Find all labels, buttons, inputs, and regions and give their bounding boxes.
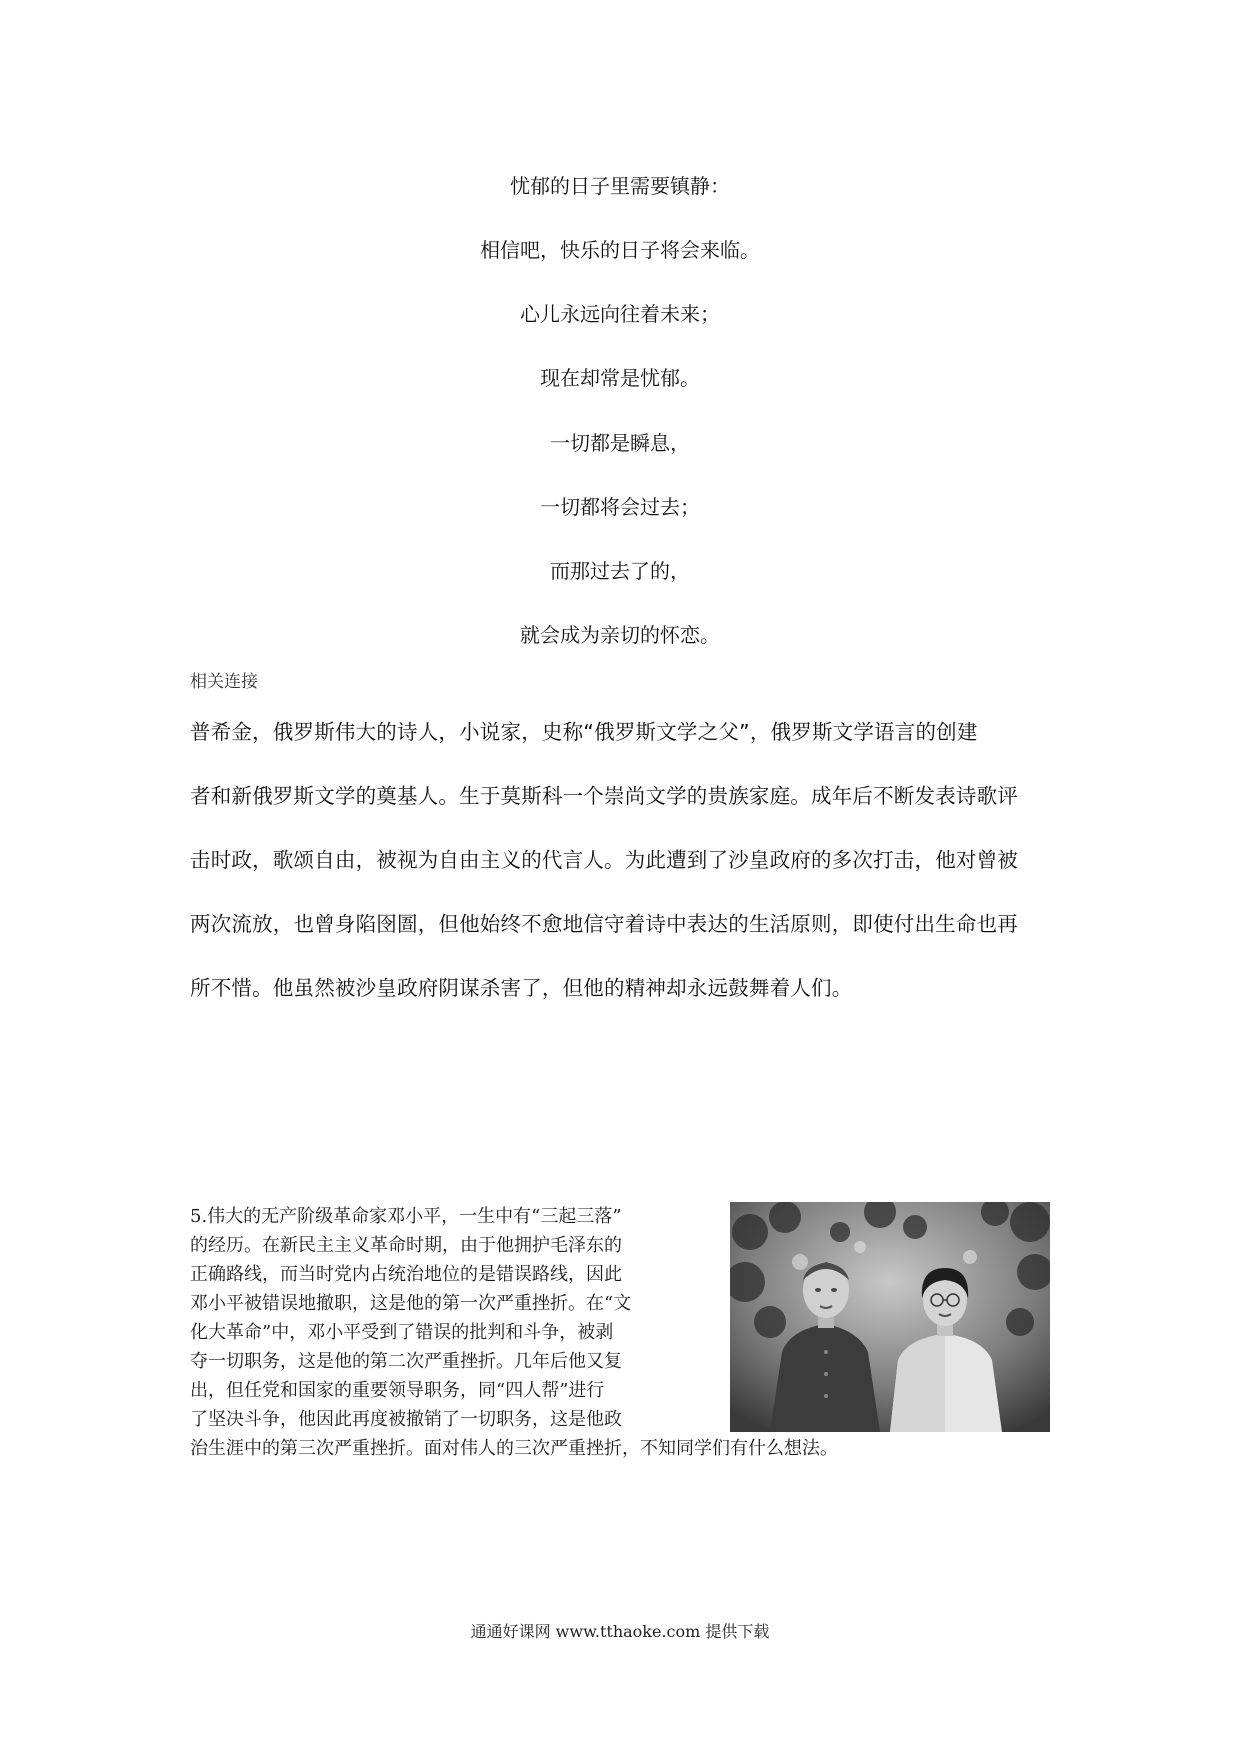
paragraph-line: 普希金，俄罗斯伟大的诗人，小说家，史称“俄罗斯文学之父”，俄罗斯文学语言的创建 [190, 720, 978, 744]
paragraph-line: 所不惜。他虽然被沙皇政府阴谋杀害了，但他的精神却永远鼓舞着人们。 [190, 976, 853, 1000]
question-line: 治生涯中的第三次严重挫折。面对伟人的三次严重挫折，不知同学们有什么想法。 [190, 1438, 838, 1459]
paragraph-line: 者和新俄罗斯文学的奠基人。生于莫斯科一个崇尚文学的贵族家庭。成年后不断发表诗歌评 [190, 784, 1018, 808]
poem-line: 现在却常是忧郁。 [540, 366, 700, 390]
poem-line: 心儿永远向往着未来； [520, 302, 720, 326]
question-line: 出，但任党和国家的重要领导职务，同“四人帮”进行 [190, 1380, 605, 1401]
poem-line: 一切都将会过去； [540, 495, 700, 519]
question-line: 了坚决斗争，他因此再度被撤销了一切职务，这是他政 [190, 1409, 622, 1430]
poem-line: 而那过去了的， [550, 559, 690, 583]
question-line: 邓小平被错误地撤职，这是他的第一次严重挫折。在“文 [190, 1293, 632, 1314]
footer-download-note: 通通好课网 www.tthaoke.com 提供下载 [470, 1622, 770, 1641]
poem-line: 忧郁的日子里需要镇静： [510, 174, 730, 198]
poem-line: 就会成为亲切的怀恋。 [520, 623, 720, 647]
question-line: 正确路线，而当时党内占统治地位的是错误路线，因此 [190, 1264, 622, 1285]
question-line: 的经历。在新民主主义革命时期，由于他拥护毛泽东的 [190, 1235, 622, 1256]
related-section-label: 相关连接 [190, 672, 258, 692]
question-line: 夺一切职务，这是他的第二次严重挫折。几年后他又复 [190, 1351, 622, 1372]
historical-photo [730, 1202, 1050, 1432]
poem-line: 一切都是瞬息， [550, 431, 690, 455]
poem-line: 相信吧，快乐的日子将会来临。 [480, 238, 760, 262]
question-line: 化大革命”中，邓小平受到了错误的批判和斗争，被剥 [190, 1322, 614, 1343]
question-line: 5.伟大的无产阶级革命家邓小平，一生中有“三起三落” [190, 1206, 622, 1227]
paragraph-line: 两次流放，也曾身陷囹圄，但他始终不愈地信守着诗中表达的生活原则，即使付出生命也再 [190, 912, 1018, 936]
paragraph-line: 击时政，歌颂自由，被视为自由主义的代言人。为此遭到了沙皇政府的多次打击，他对曾被 [190, 848, 1018, 872]
